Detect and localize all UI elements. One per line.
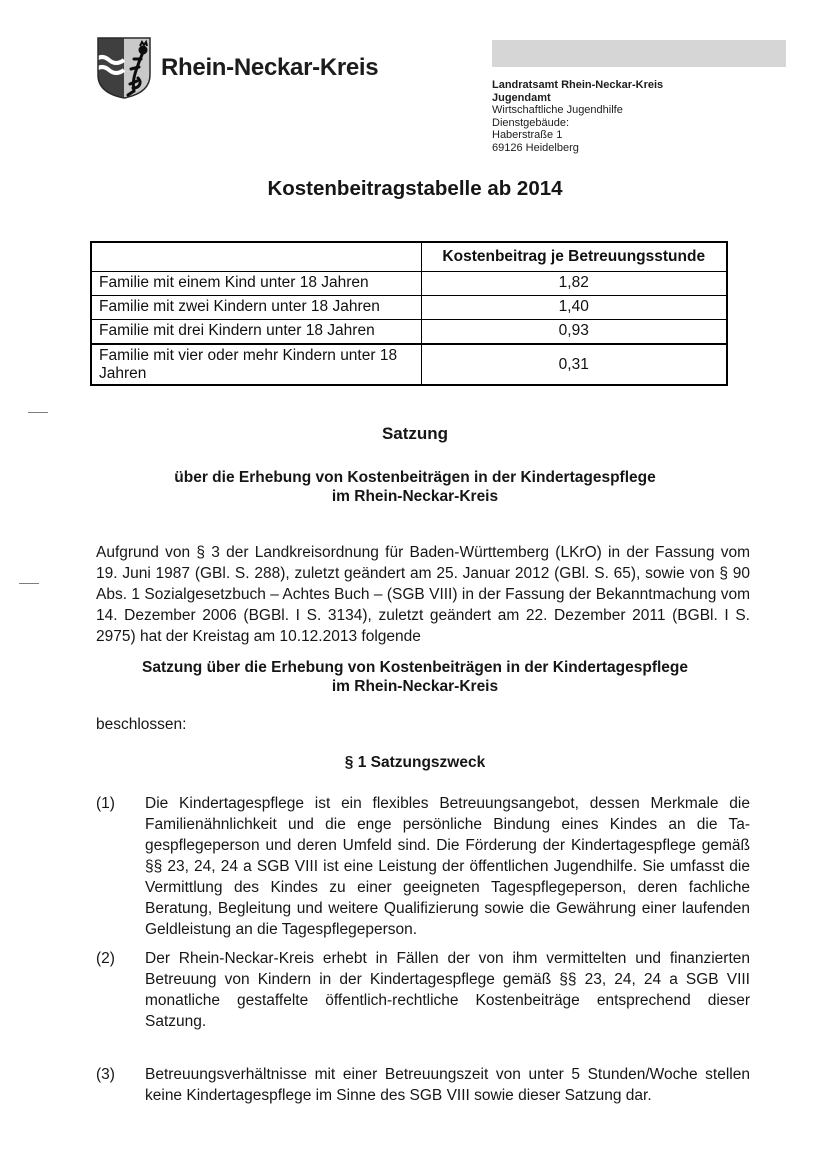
- paragraph-text: Die Kindertagespflege ist ein flexibles Betreuungsangebot, dessen Merkmale die Familienähnlichkeit und die enge persönliche Bindung eines Kindes an die Tagespflegeperson und deren Umfeld sind. Die Förderung der Kindertagespflege gemäß §§ 23, 24, 24 a SGB VIII ist eine Leistung der öffentlichen Jugendhilfe. Sie umfasst die Vermittlung des Kindes zu einer geeigneten Tagespflegeperson, deren fachliche Beratung, Begleitung und weitere Qualifizierung sowie die Gewährung einer laufenden Geldleistung an die Tagespflegeperson.: [145, 795, 750, 938]
- fold-mark: [28, 412, 48, 413]
- brand-name: Rhein-Neckar-Kreis: [161, 54, 379, 81]
- preamble-paragraph: Aufgrund von § 3 der Landkreisordnung für Baden-Württemberg (LKrO) in der Fassung vom 19. Juni 1987 (GBl. S. 288), zuletzt geändert am 25. Januar 2012 (GBl. S. 65), sowie von § 90 Abs. 1 Sozialgesetzbuch – Achtes Buch – (SGB VIII) in der Fassung der Bekanntmachung vom 14. Dezember 2006 (BGBl. I S. 3134), zuletzt geändert am 22. Dezember 2011 (BGBl. I S. 2975) hat der Kreistag am 10.12.2013 folgende: [96, 544, 750, 645]
- address-line: Haberstraße 1: [492, 129, 563, 142]
- satzung-subtitle: [85, 468, 745, 506]
- paragraph-text: Der Rhein-Neckar-Kreis erhebt in Fällen der von ihm vermittelten und finanzierten Betreuung von Kindern in der Kindertagespflege gemäß §§ 23, 24, 24 a SGB VIII monatliche gestaffelte öffentlich-rechtliche Kostenbeiträge entsprechend dieser Satzung.: [145, 950, 750, 1030]
- numbered-paragraph-3: [96, 1064, 750, 1106]
- paragraph-number: (1): [96, 795, 115, 812]
- page-title: Kostenbeitragstabelle ab 2014: [267, 177, 563, 200]
- satzung-subtitle-line1: über die Erhebung von Kostenbeiträgen in der Kindertagespflege: [174, 469, 656, 486]
- paragraph-number: (2): [96, 950, 115, 967]
- resolution-title-line1: Satzung über die Erhebung von Kostenbeiträgen in der Kindertagespflege: [141, 659, 688, 676]
- numbered-paragraph-2: [96, 948, 750, 1032]
- address-line: 69126 Heidelberg: [492, 141, 579, 154]
- beschlossen-text: beschlossen:: [96, 716, 187, 733]
- table-header-empty-cell: [91, 242, 421, 271]
- coat-of-arms-icon: [97, 37, 151, 99]
- satzung-subtitle-line2: im Rhein-Neckar-Kreis: [331, 488, 499, 505]
- table-row: [91, 271, 727, 295]
- row-value: 1,40: [421, 295, 727, 319]
- row-value: 1,82: [421, 271, 727, 295]
- resolution-title: [85, 658, 745, 696]
- section-1-heading: § 1 Satzungszweck: [344, 754, 486, 771]
- address-line: Dienstgebäude:: [492, 116, 570, 129]
- cost-contribution-table: [90, 241, 728, 386]
- resolution-title-line2: im Rhein-Neckar-Kreis: [331, 678, 499, 695]
- row-value: 0,31: [421, 344, 727, 385]
- row-label: Familie mit zwei Kindern unter 18 Jahren: [91, 295, 421, 319]
- table-header-row: [91, 242, 727, 271]
- fold-mark: [19, 583, 39, 584]
- sender-address-block: [492, 79, 663, 155]
- table-header-cell: Kostenbeitrag je Betreuungsstunde: [421, 242, 727, 271]
- table-row: [91, 295, 727, 319]
- table-row: [91, 319, 727, 344]
- paragraph-text: Betreuungsverhältnisse mit einer Betreuungszeit von unter 5 Stunden/Woche stellen keine Kindertagespflege im Sinne des SGB VIII sowie dieser Satzung dar.: [145, 1066, 750, 1104]
- numbered-paragraph-1: [96, 793, 750, 940]
- address-highlight-bar: [492, 40, 786, 67]
- row-label: Familie mit vier oder mehr Kindern unter 18 Jahren: [91, 344, 421, 385]
- satzung-heading: Satzung: [381, 424, 449, 443]
- row-value: 0,93: [421, 319, 727, 344]
- paragraph-number: (3): [96, 1066, 115, 1083]
- row-label: Familie mit drei Kindern unter 18 Jahren: [91, 319, 421, 344]
- address-line: Wirtschaftliche Jugendhilfe: [492, 104, 623, 117]
- address-line: Landratsamt Rhein-Neckar-Kreis: [492, 79, 664, 91]
- header-logo: [97, 37, 378, 99]
- row-label: Familie mit einem Kind unter 18 Jahren: [91, 271, 421, 295]
- table-row: [91, 344, 727, 385]
- address-line: Jugendamt: [492, 91, 551, 104]
